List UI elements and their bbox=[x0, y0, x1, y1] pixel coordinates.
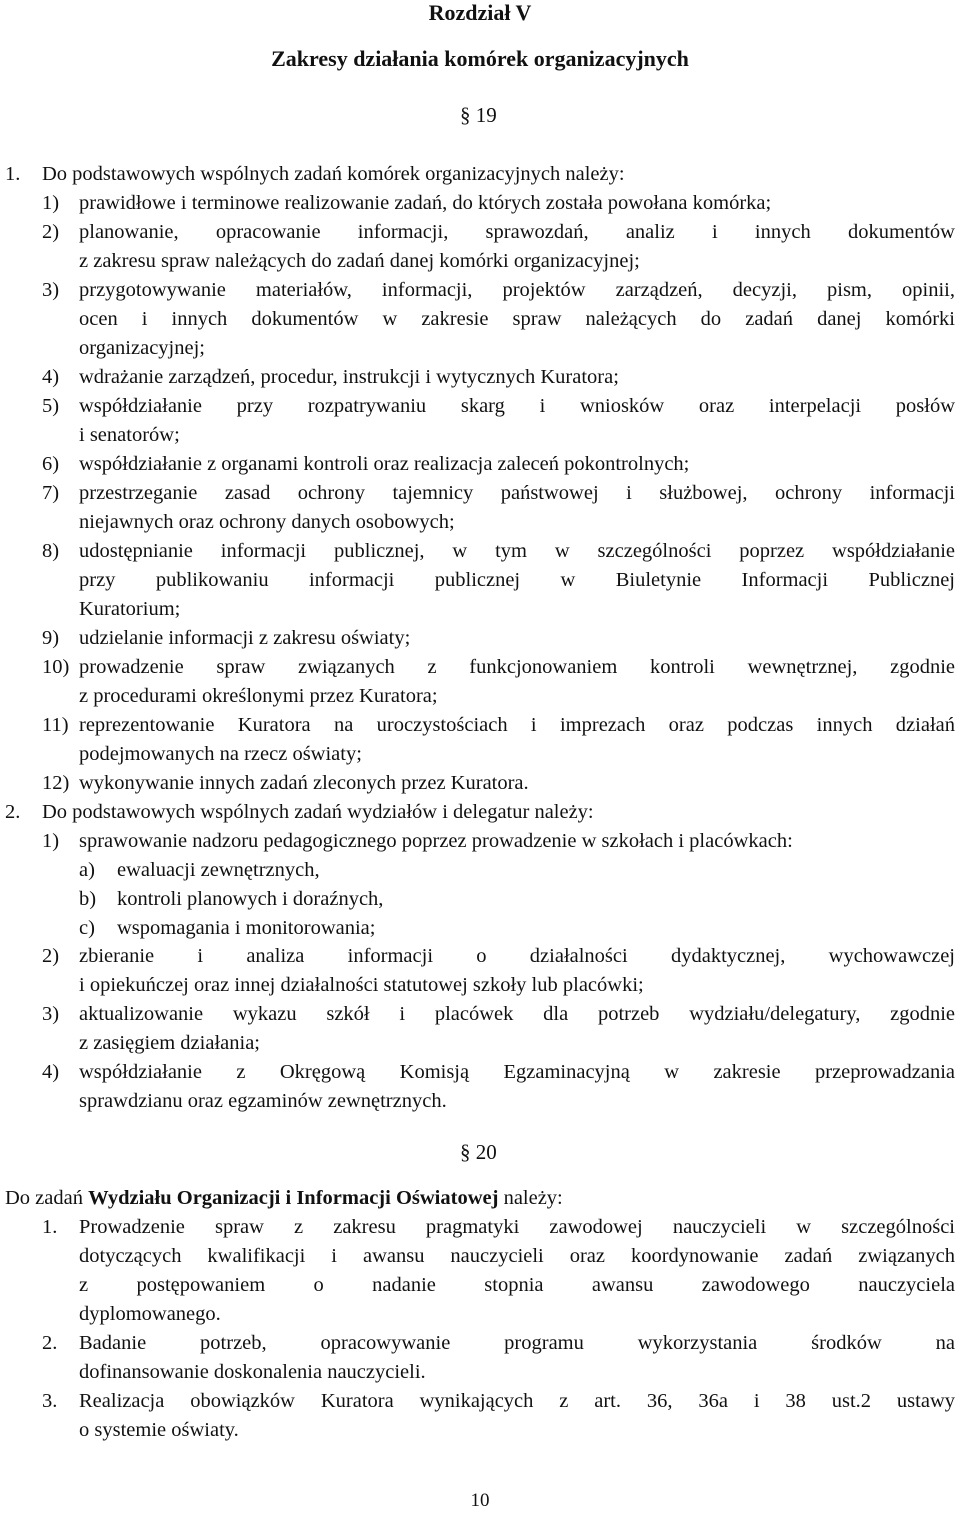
list-item-number: 7) bbox=[42, 482, 60, 504]
list-item-text: zbieranie i analiza informacji o działalności dydaktycznej, wychowawczej bbox=[79, 946, 955, 967]
intro-suffix: należy: bbox=[498, 1187, 563, 1209]
list-item-number: 8) bbox=[42, 540, 60, 562]
list-item-number: 3) bbox=[42, 1003, 60, 1025]
list-item-number: 2. bbox=[42, 1332, 58, 1354]
list-item-text: dyplomowanego. bbox=[79, 1303, 221, 1325]
list-item-number: 2) bbox=[42, 221, 60, 243]
intro-prefix: Do zadań bbox=[5, 1187, 89, 1209]
sub-item-letter: a) bbox=[79, 859, 95, 881]
list-item-number: 9) bbox=[42, 627, 60, 649]
paragraph-intro: Do podstawowych wspólnych zadań wydziałów i delegatur należy: bbox=[42, 801, 594, 823]
list-item-number: 5) bbox=[42, 395, 60, 417]
paragraph-number: 2. bbox=[5, 801, 21, 823]
list-item-text: Kuratorium; bbox=[79, 598, 181, 620]
list-item-text: Realizacja obowiązków Kuratora wynikających z art. 36, 36a i 38 ust.2 ustawy bbox=[79, 1391, 955, 1412]
sub-item-text: kontroli planowych i doraźnych, bbox=[117, 888, 384, 910]
department-intro bbox=[5, 1188, 563, 1209]
sub-item-letter: c) bbox=[79, 917, 95, 939]
list-item-number: 10) bbox=[42, 656, 70, 678]
list-item-text: niejawnych oraz ochrony danych osobowych; bbox=[79, 511, 455, 533]
list-item-text: z zasięgiem działania; bbox=[79, 1032, 260, 1054]
paragraph-marker: § 19 bbox=[460, 103, 497, 127]
sub-item-text: wspomagania i monitorowania; bbox=[117, 917, 376, 939]
list-item-text: przygotowywanie materiałów, informacji, projektów zarządzeń, decyzji, pism, opinii, bbox=[79, 280, 955, 301]
list-item-text: organizacyjnej; bbox=[79, 337, 205, 359]
sub-item-text: ewaluacji zewnętrznych, bbox=[117, 859, 320, 881]
list-item-text: i senatorów; bbox=[79, 424, 180, 446]
section-heading: Zakresy działania komórek organizacyjnych bbox=[271, 46, 689, 71]
list-item-text: wykonywanie innych zadań zleconych przez Kuratora. bbox=[79, 772, 529, 794]
list-item-text: sprawowanie nadzoru pedagogicznego poprzez prowadzenie w szkołach i placówkach: bbox=[79, 830, 793, 852]
list-item-text: ocen i innych dokumentów w zakresie spraw należących do zadań danej komórki bbox=[79, 309, 955, 330]
list-item-text: aktualizowanie wykazu szkół i placówek dla potrzeb wydziału/delegatury, zgodnie bbox=[79, 1004, 955, 1025]
list-item-text: przestrzeganie zasad ochrony tajemnicy państwowej i służbowej, ochrony informacji bbox=[79, 483, 955, 504]
list-item-text: udzielanie informacji z zakresu oświaty; bbox=[79, 627, 411, 649]
list-item-text: z procedurami określonymi przez Kuratora; bbox=[79, 685, 438, 707]
list-item-number: 11) bbox=[42, 714, 69, 736]
list-item-text: współdziałanie z Okręgową Komisją Egzaminacyjną w zakresie przeprowadzania bbox=[79, 1062, 955, 1083]
list-item-text: podejmowanych na rzecz oświaty; bbox=[79, 743, 362, 765]
list-item-text: współdziałanie przy rozpatrywaniu skarg i wniosków oraz interpelacji posłów bbox=[79, 396, 955, 417]
paragraph-number: 1. bbox=[5, 163, 21, 185]
list-item-text: i opiekuńczej oraz innej działalności statutowej szkoły lub placówki; bbox=[79, 974, 644, 996]
sub-item-letter: b) bbox=[79, 888, 97, 910]
list-item-text: o systemie oświaty. bbox=[79, 1419, 239, 1441]
list-item-text: prowadzenie spraw związanych z funkcjonowaniem kontroli wewnętrznej, zgodnie bbox=[79, 657, 955, 678]
department-name: Wydziału Organizacji i Informacji Oświatowej bbox=[88, 1187, 499, 1209]
list-item-text: wdrażanie zarządzeń, procedur, instrukcji i wytycznych Kuratora; bbox=[79, 366, 619, 388]
list-item-number: 3) bbox=[42, 279, 60, 301]
list-item-text: dotyczących kwalifikacji i awansu nauczycieli oraz koordynowanie zadań związanych bbox=[79, 1246, 955, 1267]
list-item-text: współdziałanie z organami kontroli oraz realizacja zaleceń pokontrolnych; bbox=[79, 453, 690, 475]
list-item-text: prawidłowe i terminowe realizowanie zadań, do których została powołana komórka; bbox=[79, 192, 772, 214]
list-item-text: planowanie, opracowanie informacji, sprawozdań, analiz i innych dokumentów bbox=[79, 222, 955, 243]
list-item-text: Badanie potrzeb, opracowywanie programu wykorzystania środków na bbox=[79, 1333, 955, 1354]
list-item-number: 1) bbox=[42, 192, 60, 214]
list-item-number: 2) bbox=[42, 945, 60, 967]
list-item-text: dofinansowanie doskonalenia nauczycieli. bbox=[79, 1361, 426, 1383]
list-item-number: 3. bbox=[42, 1390, 58, 1412]
list-item-text: sprawdzianu oraz egzaminów zewnętrznych. bbox=[79, 1090, 447, 1112]
paragraph-marker: § 20 bbox=[460, 1140, 497, 1164]
list-item-text: przy publikowaniu informacji publicznej w Biuletynie Informacji Publicznej bbox=[79, 570, 955, 591]
list-item-text: z postępowaniem o nadanie stopnia awansu zawodowego nauczyciela bbox=[79, 1275, 955, 1296]
list-item-number: 4) bbox=[42, 366, 60, 388]
page-number: 10 bbox=[470, 1490, 490, 1511]
paragraph-intro: Do podstawowych wspólnych zadań komórek organizacyjnych należy: bbox=[42, 163, 625, 185]
list-item-number: 4) bbox=[42, 1061, 60, 1083]
list-item-number: 1. bbox=[42, 1216, 58, 1238]
chapter-title: Rozdział V bbox=[428, 0, 532, 25]
list-item-number: 12) bbox=[42, 772, 70, 794]
list-item-number: 6) bbox=[42, 453, 60, 475]
list-item-text: z zakresu spraw należących do zadań danej komórki organizacyjnej; bbox=[79, 250, 640, 272]
list-item-text: udostępnianie informacji publicznej, w tym w szczególności poprzez współdziałanie bbox=[79, 541, 955, 562]
list-item-number: 1) bbox=[42, 830, 60, 852]
list-item-text: reprezentowanie Kuratora na uroczystościach i imprezach oraz podczas innych działań bbox=[79, 715, 955, 736]
list-item-text: Prowadzenie spraw z zakresu pragmatyki zawodowej nauczycieli w szczególności bbox=[79, 1217, 955, 1238]
